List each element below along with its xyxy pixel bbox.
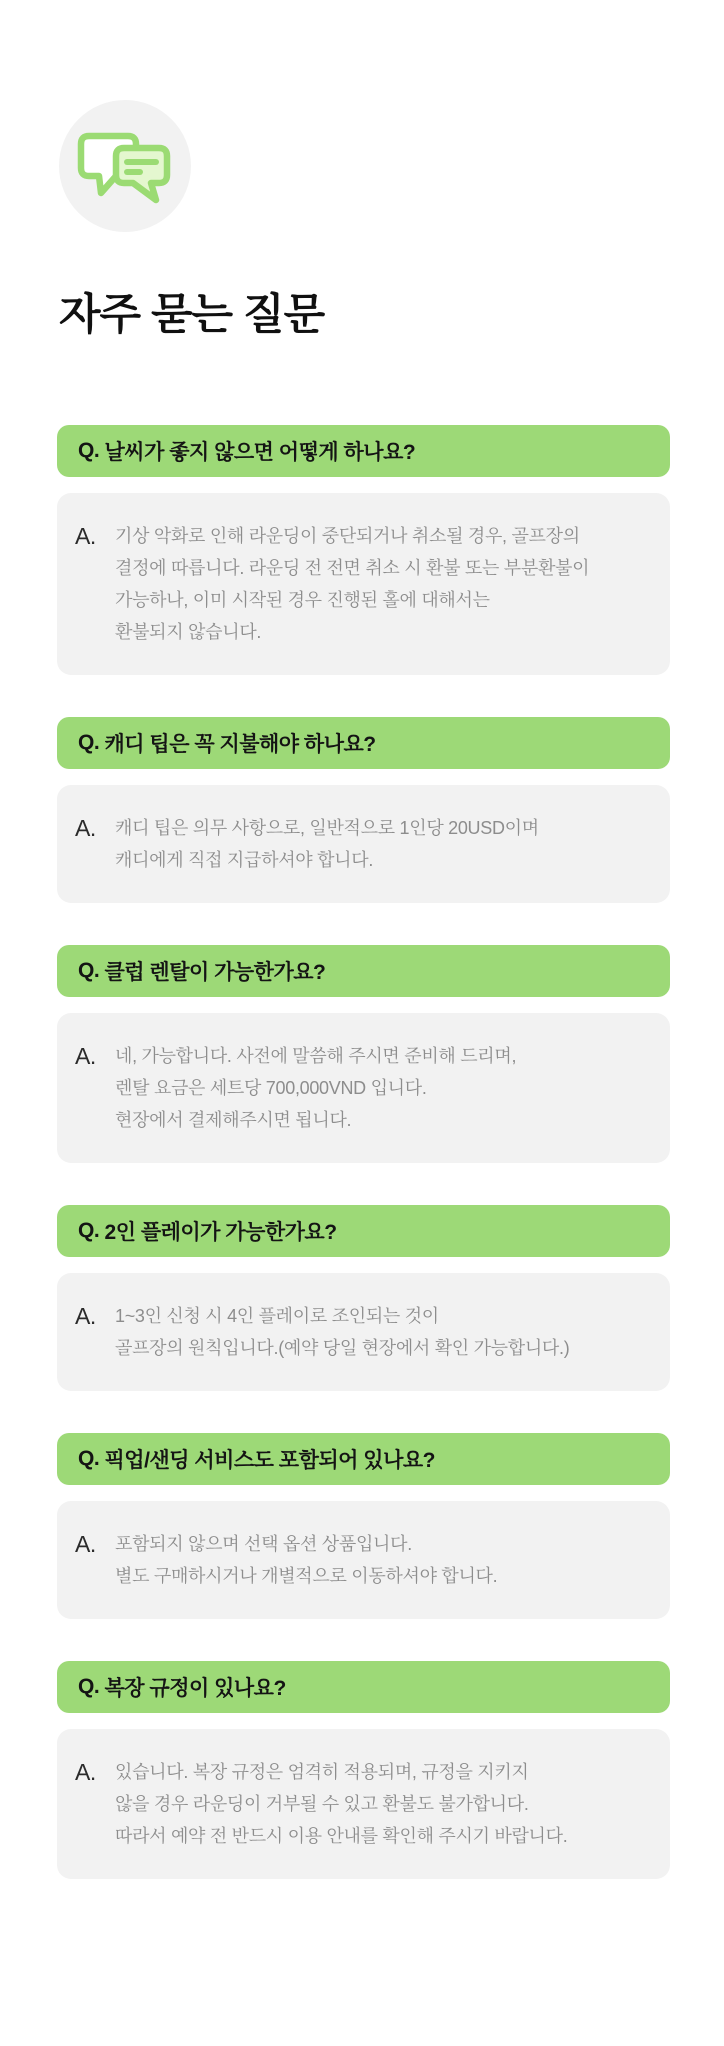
header-icon-circle [59, 100, 191, 232]
question-prefix: Q. [78, 731, 105, 754]
question-text: 날씨가 좋지 않으면 어떻게 하나요? [104, 441, 416, 464]
answer-box [57, 1729, 670, 1879]
question-bar [57, 1205, 670, 1257]
answer-prefix: A. [75, 1759, 96, 1785]
answer-text: 네, 가능합니다. 사전에 말씀해 주시면 준비해 드리며, 렌탈 요금은 세트당 700,000VND 입니다. 현장에서 결제해주시면 됩니다. [115, 1046, 517, 1130]
answer-box [57, 493, 670, 675]
answer-prefix: A. [75, 523, 96, 549]
answer-text: 기상 악화로 인해 라운딩이 중단되거나 취소될 경우, 골프장의 결정에 따릅니다. 라운딩 전 전면 취소 시 환불 또는 부분환불이 가능하나, 이미 시작된 경우 진행된 홀에 대해서는 환불되지 않습니다. [115, 526, 590, 642]
faq-item [57, 1433, 670, 1619]
question-text: 2인 플레이가 가능한가요? [104, 1221, 337, 1244]
faq-item [57, 425, 670, 675]
faq-item [57, 1661, 670, 1879]
question-text: 복장 규정이 있나요? [104, 1677, 286, 1700]
answer-text: 캐디 팁은 의무 사항으로, 일반적으로 1인당 20USD이며 캐디에게 직접 지급하셔야 합니다. [115, 818, 539, 870]
answer-box [57, 1501, 670, 1619]
question-prefix: Q. [78, 1447, 105, 1470]
question-bar [57, 1433, 670, 1485]
answer-box [57, 785, 670, 903]
question-text: 캐디 팁은 꼭 지불해야 하나요? [104, 733, 376, 756]
question-prefix: Q. [78, 1675, 105, 1698]
question-bar [57, 1661, 670, 1713]
faq-item [57, 945, 670, 1163]
answer-text: 포함되지 않으며 선택 옵션 상품입니다. 별도 구매하시거나 개별적으로 이동하셔야 합니다. [115, 1534, 498, 1586]
question-prefix: Q. [78, 1219, 105, 1242]
question-prefix: Q. [78, 439, 105, 462]
page-title: 자주 묻는 질문 [59, 291, 325, 339]
question-bar [57, 717, 670, 769]
answer-text: 있습니다. 복장 규정은 엄격히 적용되며, 규정을 지키지 않을 경우 라운딩이 거부될 수 있고 환불도 불가합니다. 따라서 예약 전 반드시 이용 안내를 확인해 주시기 바랍니다. [115, 1762, 568, 1846]
question-bar [57, 425, 670, 477]
question-bar [57, 945, 670, 997]
question-text: 픽업/샌딩 서비스도 포함되어 있나요? [104, 1449, 435, 1472]
faq-list [57, 425, 670, 1879]
question-text: 클럽 렌탈이 가능한가요? [104, 961, 326, 984]
faq-item [57, 1205, 670, 1391]
question-prefix: Q. [78, 959, 105, 982]
answer-prefix: A. [75, 1303, 96, 1329]
faq-item [57, 717, 670, 903]
answer-text: 1~3인 신청 시 4인 플레이로 조인되는 것이 골프장의 원칙입니다.(예약 당일 현장에서 확인 가능합니다.) [115, 1306, 570, 1358]
faq-page [0, 100, 724, 2046]
answer-prefix: A. [75, 1531, 96, 1557]
answer-box [57, 1273, 670, 1391]
answer-prefix: A. [75, 815, 96, 841]
answer-prefix: A. [75, 1043, 96, 1069]
chat-bubbles-icon [59, 98, 191, 235]
answer-box [57, 1013, 670, 1163]
